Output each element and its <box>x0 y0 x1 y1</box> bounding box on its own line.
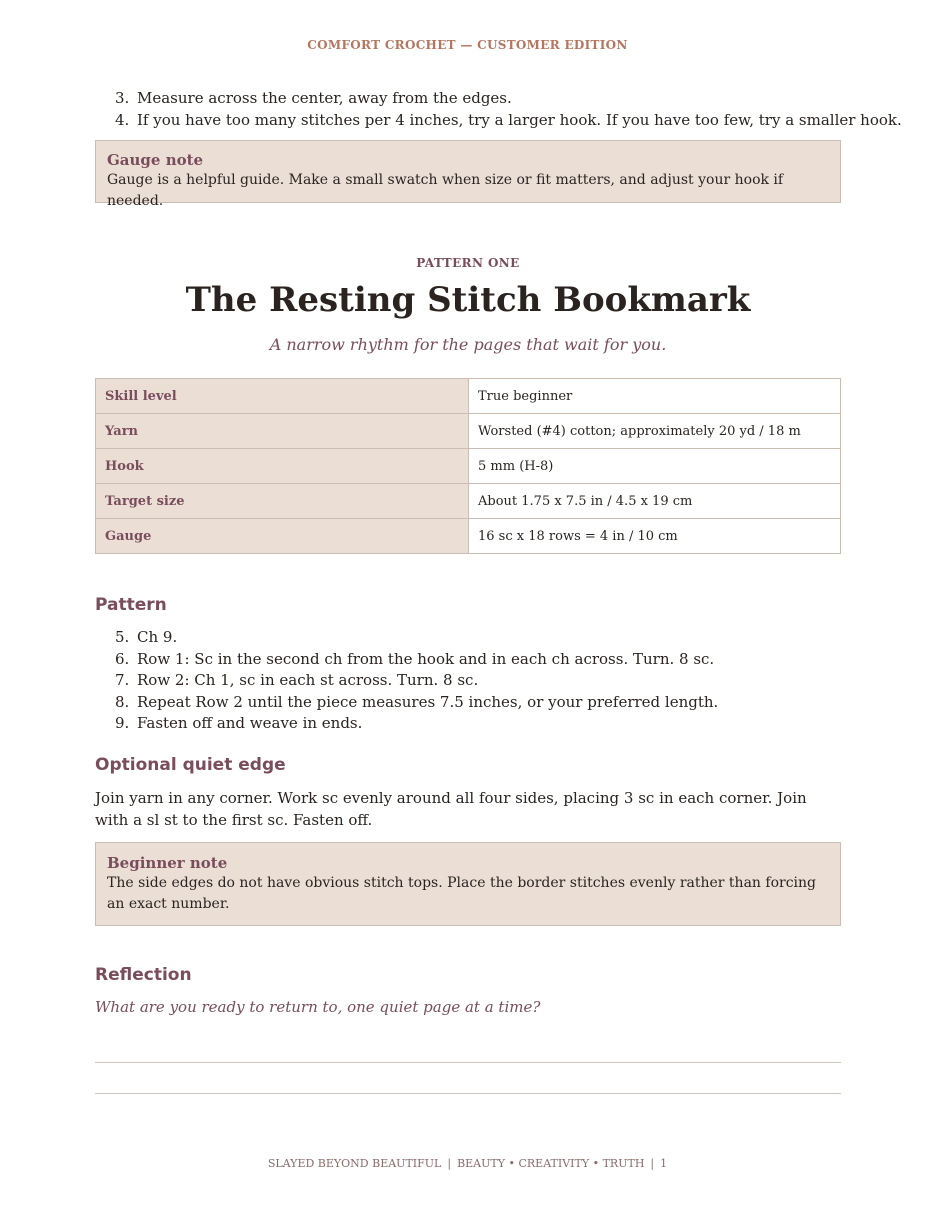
list-item <box>95 88 902 110</box>
list-item <box>95 627 718 649</box>
table-row <box>96 414 841 449</box>
pattern-specs-table <box>95 378 841 554</box>
spec-value: Worsted (#4) cotton; approximately 20 yd / 18 m <box>469 414 841 449</box>
list-item-number: 4. <box>115 110 130 129</box>
table-row <box>96 449 841 484</box>
footer-separator: | <box>447 1157 452 1170</box>
writing-line <box>95 1093 841 1094</box>
list-item-number: 6. <box>115 649 130 668</box>
table-row <box>96 484 841 519</box>
spec-label: Yarn <box>96 414 469 449</box>
list-item-number: 5. <box>115 628 130 646</box>
gauge-note-box <box>95 140 841 209</box>
list-item <box>95 713 718 735</box>
list-item-number: 8. <box>115 692 130 711</box>
list-item-number: 7. <box>115 671 130 690</box>
list-item <box>95 649 718 671</box>
spec-value: 5 mm (H-8) <box>469 449 841 484</box>
list-item-text: Row 1: Sc in the second ch from the hook and in each ch across. Turn. 8 sc. <box>137 649 715 668</box>
list-item-number: 3. <box>115 89 130 107</box>
page-number: 1 <box>660 1157 668 1170</box>
pattern-eyebrow: PATTERN ONE <box>416 256 520 270</box>
spec-value: About 1.75 x 7.5 in / 4.5 x 19 cm <box>469 484 841 519</box>
pattern-heading: Pattern <box>95 595 167 615</box>
spec-label: Hook <box>96 449 469 484</box>
reflection-heading: Reflection <box>95 965 192 985</box>
footer-separator: | <box>650 1157 655 1170</box>
beginner-note-title: Beginner note <box>107 854 228 872</box>
spec-label: Target size <box>96 484 469 519</box>
pattern-title: The Resting Stitch Bookmark <box>185 280 751 320</box>
pattern-steps-list <box>95 627 718 735</box>
list-item-text: Ch 9. <box>137 628 178 646</box>
spec-value: True beginner <box>469 379 841 414</box>
list-item-text: Row 2: Ch 1, sc in each st across. Turn. 8 sc. <box>137 671 479 690</box>
list-item-text: Repeat Row 2 until the piece measures 7.5 inches, or your preferred length. <box>137 692 719 711</box>
running-header: COMFORT CROCHET — CUSTOMER EDITION <box>307 38 628 52</box>
table-row <box>96 519 841 554</box>
list-item <box>95 692 718 714</box>
edge-instructions: Join yarn in any corner. Work sc evenly around all four sides, placing 3 sc in each corner. Join with a sl st to the first sc. Fasten off. <box>95 789 807 829</box>
pattern-tagline: A narrow rhythm for the pages that wait for you. <box>269 335 667 354</box>
writing-line <box>95 1062 841 1063</box>
footer-tagline: BEAUTY • CREATIVITY • TRUTH <box>457 1157 645 1170</box>
beginner-note-text: The side edges do not have obvious stitch tops. Place the border stitches evenly rather than forcing an exact number. <box>107 875 816 912</box>
spec-label: Skill level <box>96 379 469 414</box>
reflection-prompt: What are you ready to return to, one quiet page at a time? <box>95 998 541 1016</box>
list-item-text: Fasten off and weave in ends. <box>137 714 363 733</box>
gauge-note-title: Gauge note <box>107 151 204 169</box>
list-item-text: If you have too many stitches per 4 inches, try a larger hook. If you have too few, try a smaller hook. <box>137 110 902 129</box>
gauge-note-text: Gauge is a helpful guide. Make a small swatch when size or fit matters, and adjust your hook if needed. <box>107 172 784 209</box>
table-row <box>96 379 841 414</box>
spec-value: 16 sc x 18 rows = 4 in / 10 cm <box>469 519 841 554</box>
spec-label: Gauge <box>96 519 469 554</box>
list-item <box>95 110 902 132</box>
edge-heading: Optional quiet edge <box>95 755 286 775</box>
beginner-note-box <box>95 842 841 926</box>
footer-brand: SLAYED BEYOND BEAUTIFUL <box>267 1157 442 1170</box>
list-item-text: Measure across the center, away from the edges. <box>137 89 512 107</box>
list-item <box>95 670 718 692</box>
page-footer <box>0 1157 935 1170</box>
gauge-steps-list <box>95 88 902 131</box>
list-item-number: 9. <box>115 714 130 733</box>
